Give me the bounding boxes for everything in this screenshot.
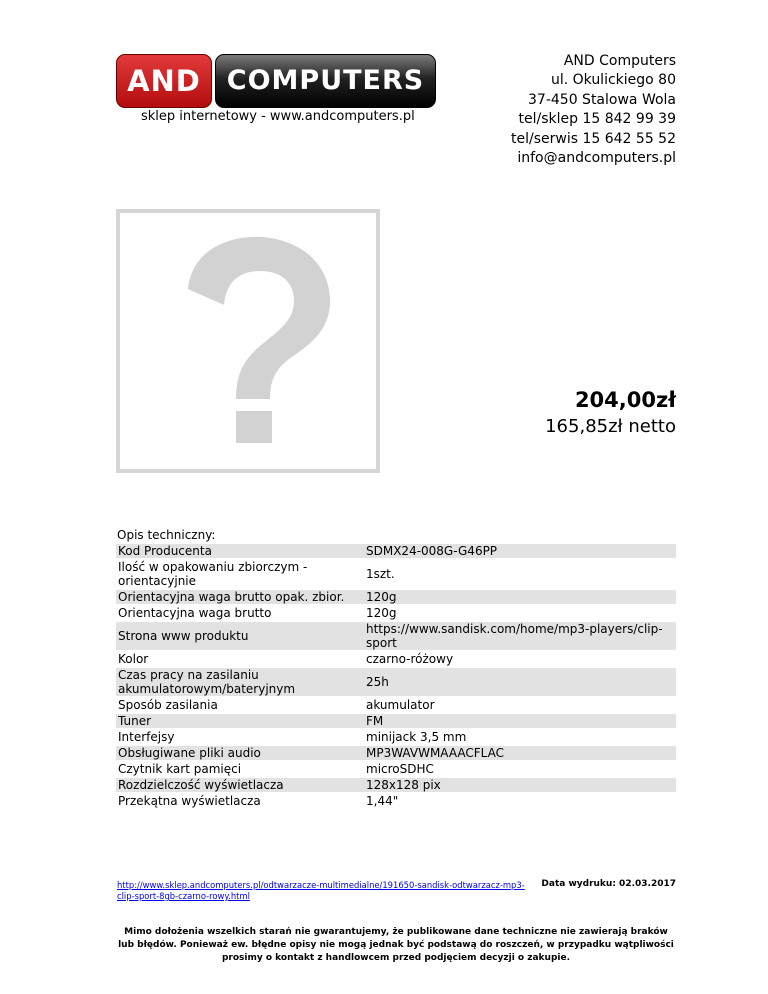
company-phone-shop: tel/sklep 15 842 99 39 xyxy=(518,111,676,128)
spec-value: 1,44" xyxy=(366,794,399,808)
product-url-link[interactable]: http://www.sklep.andcomputers.pl/odtwarzacze-multimedialne/191650-sandisk-odtwarzacz-mp3-clip-sport-8gb-czarno-rowy.html xyxy=(117,880,525,901)
logo-and-part: AND xyxy=(116,54,212,108)
spec-label: Rozdzielczość wyświetlacza xyxy=(116,778,364,792)
spec-value: minijack 3,5 mm xyxy=(366,730,467,744)
price-net: 165,85zł netto xyxy=(545,416,676,437)
spec-row xyxy=(116,622,676,650)
spec-row xyxy=(116,778,676,792)
spec-label: Sposób zasilania xyxy=(118,698,218,712)
spec-label: Strona www produktu xyxy=(116,622,364,650)
product-image-placeholder xyxy=(116,209,380,473)
print-date: Data wydruku: 02.03.2017 xyxy=(541,879,676,889)
price-gross: 204,00zł xyxy=(574,388,676,412)
spec-row xyxy=(116,668,676,696)
spec-value: microSDHC xyxy=(366,762,434,776)
spec-row xyxy=(116,698,676,712)
spec-row xyxy=(116,794,676,808)
spec-label: Czas pracy na zasilaniu akumulatorowym/bateryjnym xyxy=(116,668,364,696)
spec-value: https://www.sandisk.com/home/mp3-players/clip-sport xyxy=(364,622,676,650)
store-tagline: sklep internetowy - www.andcomputers.pl xyxy=(141,109,415,124)
spec-table-body xyxy=(116,544,676,808)
spec-row xyxy=(116,714,676,728)
spec-label: Ilość w opakowaniu zbiorczym - orientacyjnie xyxy=(118,560,308,588)
spec-value: MP3WAVWMAAACFLAC xyxy=(364,746,676,760)
spec-value: FM xyxy=(364,714,676,728)
company-phone-service: tel/serwis 15 642 55 52 xyxy=(511,130,676,147)
spec-row xyxy=(116,762,676,776)
spec-row xyxy=(116,746,676,760)
spec-label: Kod Producenta xyxy=(116,544,364,558)
spec-title: Opis techniczny: xyxy=(117,528,216,542)
spec-label: Orientacyjna waga brutto opak. zbior. xyxy=(116,590,364,604)
spec-value: 120g xyxy=(364,590,676,604)
company-city: 37-450 Stalowa Wola xyxy=(528,91,676,108)
spec-row xyxy=(116,560,676,588)
spec-label: Obsługiwane pliki audio xyxy=(116,746,364,760)
spec-label: Orientacyjna waga brutto xyxy=(118,606,272,620)
company-address xyxy=(511,52,676,168)
spec-label: Czytnik kart pamięci xyxy=(118,762,242,776)
spec-row xyxy=(116,652,676,666)
spec-row xyxy=(116,606,676,620)
company-email: info@andcomputers.pl xyxy=(517,150,676,167)
spec-value: 128x128 pix xyxy=(364,778,676,792)
spec-row xyxy=(116,730,676,744)
spec-label: Tuner xyxy=(116,714,364,728)
spec-value: 1szt. xyxy=(366,567,395,581)
disclaimer-text: Mimo dołożenia wszelkich starań nie gwarantujemy, że publikowane dane techniczne nie zawierają braków lub błędów. Ponieważ ew. błędne opisy nie mogą jednak być podstawą do roszczeń, w przypadku wątpliwości prosimy o kontakt z handlowcem przed podjęciem decyzji o zakupie. xyxy=(118,927,674,963)
question-mark-icon xyxy=(120,213,376,469)
spec-value: czarno-różowy xyxy=(366,652,454,666)
spec-value: akumulator xyxy=(366,698,435,712)
spec-value: SDMX24-008G-G46PP xyxy=(364,544,676,558)
spec-value: 120g xyxy=(366,606,397,620)
store-logo xyxy=(116,52,436,108)
spec-value: 25h xyxy=(364,668,676,696)
spec-label: Kolor xyxy=(118,652,149,666)
company-street: ul. Okulickiego 80 xyxy=(550,72,676,89)
spec-row xyxy=(116,544,676,558)
spec-table xyxy=(116,542,676,810)
company-name: AND Computers xyxy=(563,53,676,69)
spec-row xyxy=(116,590,676,604)
spec-label: Przekątna wyświetlacza xyxy=(118,794,261,808)
logo-computers-part: COMPUTERS xyxy=(215,54,436,108)
spec-label: Interfejsy xyxy=(118,730,175,744)
